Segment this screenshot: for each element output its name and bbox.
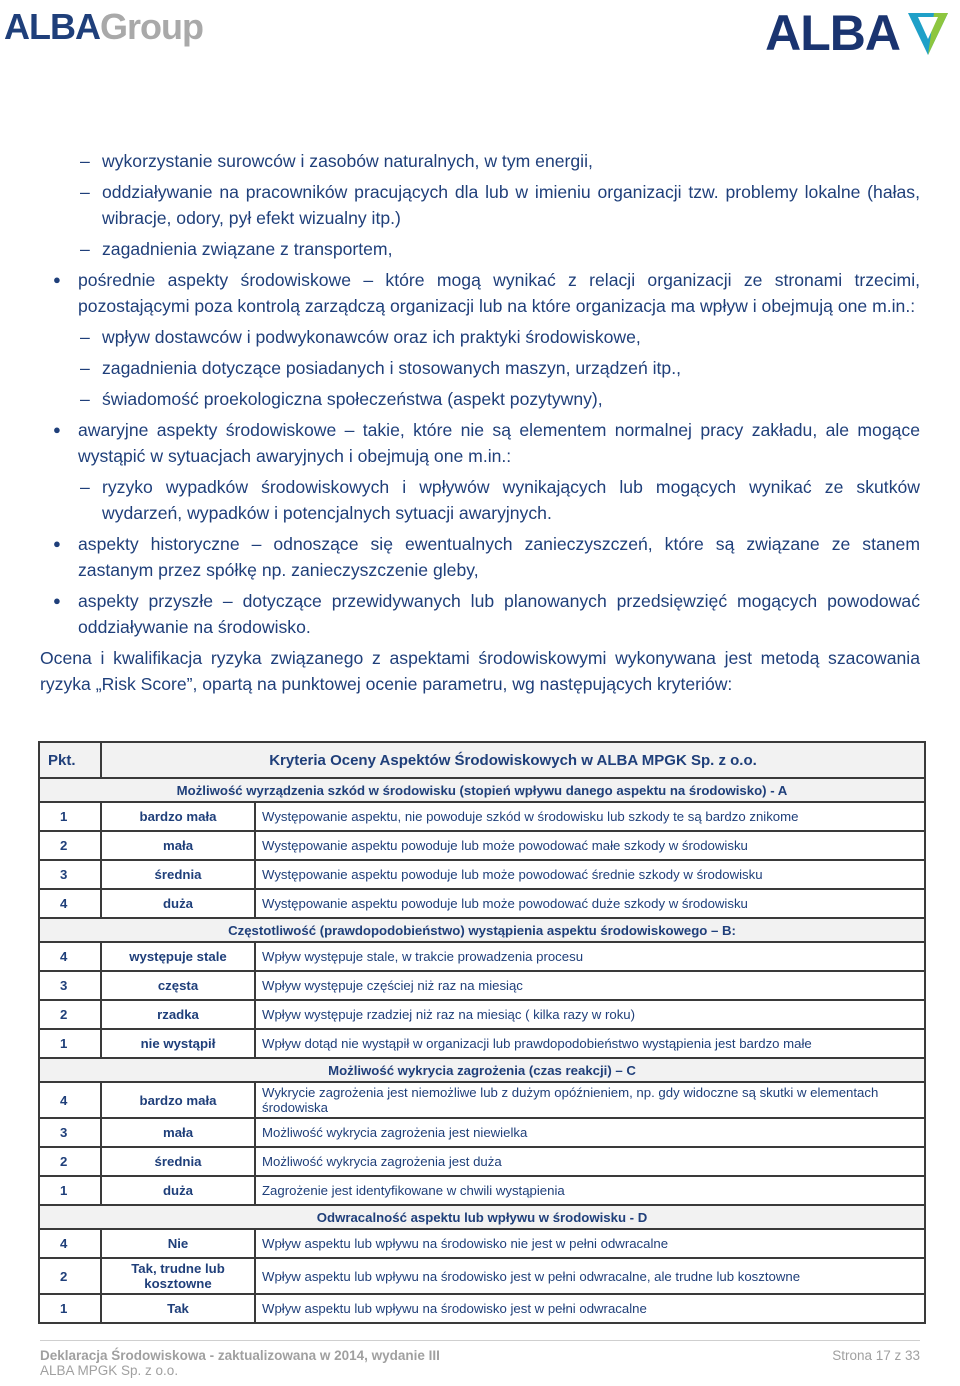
bullet-item [40, 531, 920, 583]
row-points: 3 [39, 1118, 101, 1147]
row-level: mała [101, 831, 255, 860]
row-level: średnia [101, 860, 255, 889]
row-points: 3 [39, 860, 101, 889]
row-description: Wpływ występuje rzadziej niż raz na miesiąc ( kilka razy w roku) [255, 1000, 925, 1029]
dash-mark: – [80, 239, 90, 259]
table-row [39, 1176, 925, 1205]
row-points: 4 [39, 1082, 101, 1118]
footer-company: ALBA MPGK Sp. z o.o. [40, 1363, 179, 1378]
row-description: Zagrożenie jest identyfikowane w chwili wystąpienia [255, 1176, 925, 1205]
header-title: Kryteria Oceny Aspektów Środowiskowych w ALBA MPGK Sp. z o.o. [101, 742, 925, 778]
dash-text: wpływ dostawców i podwykonawców oraz ich praktyki środowiskowe, [102, 327, 641, 347]
dash-mark: – [80, 182, 90, 202]
row-level: częsta [101, 971, 255, 1000]
footer-page-number: Strona 17 z 33 [832, 1348, 920, 1363]
row-level: Tak, trudne lub kosztowne [101, 1258, 255, 1294]
dash-mark: – [80, 327, 90, 347]
row-level: duża [101, 889, 255, 918]
row-points: 2 [39, 1258, 101, 1294]
dash-item [40, 355, 920, 381]
logo-alba-group [4, 6, 203, 48]
logo-alba [765, 4, 952, 62]
logo-right-text: ALBA [765, 5, 900, 61]
dash-text: wykorzystanie surowców i zasobów naturalnych, w tym energii, [102, 151, 593, 171]
row-description: Możliwość wykrycia zagrożenia jest niewielka [255, 1118, 925, 1147]
dash-item [40, 474, 920, 526]
row-level: duża [101, 1176, 255, 1205]
section-header-row [39, 1205, 925, 1229]
table-row [39, 971, 925, 1000]
row-description: Występowanie aspektu powoduje lub może powodować duże szkody w środowisku [255, 889, 925, 918]
footer-divider [40, 1340, 920, 1341]
table-row [39, 942, 925, 971]
dash-mark: – [80, 358, 90, 378]
footer-doc-title: Deklaracja Środowiskowa - zaktualizowana w 2014, wydanie III [40, 1348, 440, 1363]
table-row [39, 1229, 925, 1258]
row-points: 1 [39, 1176, 101, 1205]
row-points: 4 [39, 942, 101, 971]
alba-shield-icon [904, 9, 952, 57]
row-description: Występowanie aspektu, nie powoduje szkód w środowisku lub szkody te są bardzo znikome [255, 802, 925, 831]
dash-mark: – [80, 477, 90, 497]
document-body [40, 148, 920, 697]
page-footer [40, 1348, 920, 1378]
row-description: Wpływ aspektu lub wpływu na środowisko jest w pełni odwracalne, ale trudne lub kosztowne [255, 1258, 925, 1294]
dash-item [40, 148, 920, 174]
table-row [39, 1082, 925, 1118]
dash-item [40, 386, 920, 412]
row-points: 1 [39, 1294, 101, 1323]
bullet-mark: ● [53, 536, 61, 551]
section-header-row [39, 1058, 925, 1082]
row-description: Występowanie aspektu powoduje lub może powodować małe szkody w środowisku [255, 831, 925, 860]
bullet-item [40, 267, 920, 319]
section-header-row [39, 918, 925, 942]
section-title: Odwracalność aspektu lub wpływu w środowisku - D [39, 1205, 925, 1229]
row-description: Wpływ występuje stale, w trakcie prowadzenia procesu [255, 942, 925, 971]
bullet-mark: ● [53, 422, 61, 437]
row-level: Nie [101, 1229, 255, 1258]
row-description: Wykrycie zagrożenia jest niemożliwe lub z dużym opóźnieniem, np. gdy widoczne są skutki w elementach środowiska [255, 1082, 925, 1118]
table-row [39, 889, 925, 918]
row-points: 2 [39, 1147, 101, 1176]
row-points: 1 [39, 1029, 101, 1058]
bullet-text: aspekty przyszłe – dotyczące przewidywanych lub planowanych przedsięwzięć mogących powodować oddziaływanie na środowisko. [78, 591, 920, 637]
logo-left-group: Group [99, 6, 203, 47]
row-description: Występowanie aspektu powoduje lub może powodować średnie szkody w środowisku [255, 860, 925, 889]
row-points: 2 [39, 831, 101, 860]
dash-text: świadomość proekologiczna społeczeństwa (aspekt pozytywny), [102, 389, 603, 409]
row-points: 4 [39, 889, 101, 918]
bullet-text: pośrednie aspekty środowiskowe – które mogą wynikać z relacji organizacji ze stronami trzecimi, pozostającymi poza kontrolą zarządczą organizacji lub na które organizacja ma wpływ i obejmują one m.in.: [78, 270, 920, 316]
table-row [39, 1258, 925, 1294]
logo-left-alba: ALBA [4, 6, 100, 47]
table-row [39, 1000, 925, 1029]
table-row [39, 1147, 925, 1176]
header-pkt: Pkt. [39, 742, 101, 778]
row-description: Wpływ dotąd nie wystąpił w organizacji lub prawdopodobieństwo wystąpienia jest bardzo małe [255, 1029, 925, 1058]
bullet-mark: ● [53, 272, 61, 287]
row-level: rzadka [101, 1000, 255, 1029]
dash-item [40, 179, 920, 231]
row-description: Wpływ występuje częściej niż raz na miesiąc [255, 971, 925, 1000]
dash-item [40, 324, 920, 350]
table-header-row [39, 742, 925, 778]
bullet-item [40, 417, 920, 469]
row-level: bardzo mała [101, 1082, 255, 1118]
row-level: Tak [101, 1294, 255, 1323]
row-level: nie wystąpił [101, 1029, 255, 1058]
row-level: bardzo mała [101, 802, 255, 831]
dash-text: zagadnienia dotyczące posiadanych i stosowanych maszyn, urządzeń itp., [102, 358, 681, 378]
table-row [39, 860, 925, 889]
criteria-table [38, 741, 926, 1324]
dash-text: ryzyko wypadków środowiskowych i wpływów wynikających lub mogących wynikać ze skutków wydarzeń, wypadków i potencjalnych sytuacji awaryjnych. [102, 477, 920, 523]
table-row [39, 1294, 925, 1323]
bullet-text: awaryjne aspekty środowiskowe – takie, które nie są elementem normalnej pracy zakładu, ale mogące wystąpić w sytuacjach awaryjnych i obejmują one m.in.: [78, 420, 920, 466]
section-title: Częstotliwość (prawdopodobieństwo) wystąpienia aspektu środowiskowego – B: [39, 918, 925, 942]
row-level: średnia [101, 1147, 255, 1176]
dash-item [40, 236, 920, 262]
row-points: 1 [39, 802, 101, 831]
bullet-text: aspekty historyczne – odnoszące się ewentualnych zanieczyszczeń, które są związane ze stanem zastanym przez spółkę np. zanieczyszczenie gleby, [78, 534, 920, 580]
row-level: mała [101, 1118, 255, 1147]
intro-paragraph: Ocena i kwalifikacja ryzyka związanego z aspektami środowiskowymi wykonywana jest metodą szacowania ryzyka „Risk Score”, opartą na punktowej ocenie parametru, wg następujących kryteriów: [40, 648, 920, 694]
row-points: 3 [39, 971, 101, 1000]
section-title: Możliwość wyrządzenia szkód w środowisku (stopień wpływu danego aspektu na środowisko) - A [39, 778, 925, 802]
dash-mark: – [80, 151, 90, 171]
dash-text: zagadnienia związane z transportem, [102, 239, 393, 259]
section-title: Możliwość wykrycia zagrożenia (czas reakcji) – C [39, 1058, 925, 1082]
row-level: występuje stale [101, 942, 255, 971]
bullet-item [40, 588, 920, 640]
dash-mark: – [80, 389, 90, 409]
bullet-mark: ● [53, 593, 61, 608]
section-header-row [39, 778, 925, 802]
dash-text: oddziaływanie na pracowników pracujących dla lub w imieniu organizacji tzw. problemy lokalne (hałas, wibracje, odory, pył efekt wizualny itp.) [102, 182, 920, 228]
row-points: 2 [39, 1000, 101, 1029]
row-description: Wpływ aspektu lub wpływu na środowisko nie jest w pełni odwracalne [255, 1229, 925, 1258]
row-points: 4 [39, 1229, 101, 1258]
table-row [39, 802, 925, 831]
table-row [39, 1118, 925, 1147]
row-description: Wpływ aspektu lub wpływu na środowisko jest w pełni odwracalne [255, 1294, 925, 1323]
row-description: Możliwość wykrycia zagrożenia jest duża [255, 1147, 925, 1176]
table-row [39, 831, 925, 860]
table-row [39, 1029, 925, 1058]
